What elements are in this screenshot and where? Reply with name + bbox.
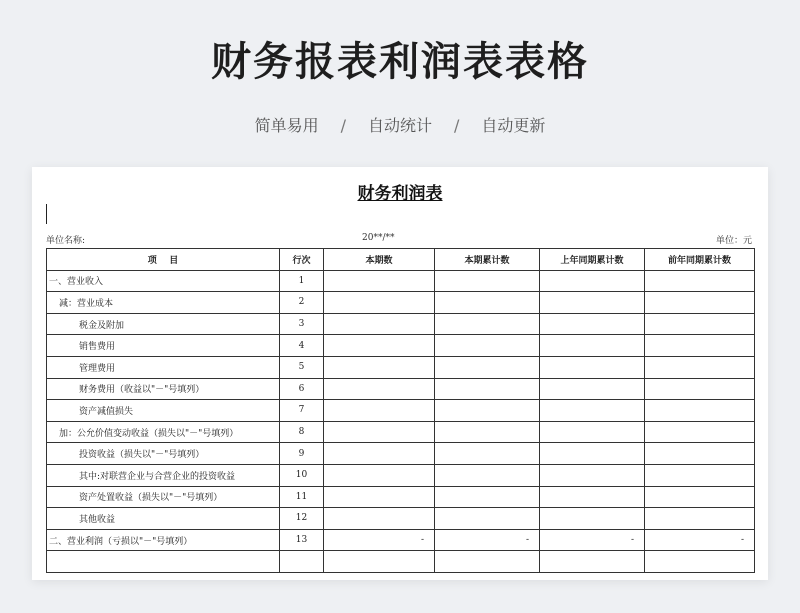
table-row	[47, 270, 755, 292]
prior-year-cumulative-cell[interactable]	[645, 335, 755, 357]
row-line-number-cell[interactable]: 5	[280, 356, 324, 378]
table-header-row	[47, 249, 755, 271]
column-header-current-cumulative: 本期累计数	[435, 249, 540, 271]
current-cumulative-cell[interactable]	[435, 443, 540, 465]
spreadsheet-preview	[32, 167, 768, 580]
prior-year-cumulative-cell[interactable]	[645, 508, 755, 530]
table-row	[47, 292, 755, 314]
last-year-cumulative-cell[interactable]	[540, 335, 645, 357]
row-item-cell[interactable]: 一、营业收入	[47, 270, 280, 292]
current-cumulative-cell[interactable]: -	[435, 529, 540, 551]
last-year-cumulative-cell[interactable]	[540, 486, 645, 508]
prior-year-cumulative-cell[interactable]	[645, 486, 755, 508]
table-row	[47, 378, 755, 400]
last-year-cumulative-cell[interactable]: -	[540, 529, 645, 551]
sheet-title: 财务利润表	[357, 184, 443, 204]
column-header-line-no: 行次	[280, 249, 324, 271]
table-row	[47, 356, 755, 378]
current-cumulative-cell[interactable]	[435, 464, 540, 486]
prior-year-cumulative-cell[interactable]	[645, 356, 755, 378]
row-line-number-cell[interactable]	[280, 551, 324, 573]
current-cumulative-cell[interactable]	[435, 270, 540, 292]
row-item-cell[interactable]: 管理费用	[47, 356, 280, 378]
table-row	[47, 400, 755, 422]
column-header-item: 项 目	[47, 249, 280, 271]
current-cumulative-cell[interactable]	[435, 356, 540, 378]
last-year-cumulative-cell[interactable]	[540, 508, 645, 530]
row-item-cell[interactable]: 其他收益	[47, 508, 280, 530]
last-year-cumulative-cell[interactable]	[540, 400, 645, 422]
period-label: 20**/**	[362, 233, 395, 243]
row-item-cell[interactable]: 加：公允价值变动收益（损失以"－"号填列）	[47, 421, 280, 443]
table-row	[47, 443, 755, 465]
table-row	[47, 335, 755, 357]
currency-unit-label: 单位：元	[715, 236, 752, 246]
current-period-cell[interactable]	[324, 400, 435, 422]
current-period-cell[interactable]	[324, 486, 435, 508]
prior-year-cumulative-cell[interactable]: -	[645, 529, 755, 551]
column-header-prior-year-cumulative: 前年同期累计数	[645, 249, 755, 271]
prior-year-cumulative-cell[interactable]	[645, 270, 755, 292]
row-item-cell[interactable]: 减：营业成本	[47, 292, 280, 314]
prior-year-cumulative-cell[interactable]	[645, 464, 755, 486]
prior-year-cumulative-cell[interactable]	[645, 378, 755, 400]
row-line-number-cell[interactable]: 4	[280, 335, 324, 357]
page-title: 财务报表利润表表格	[211, 39, 589, 85]
last-year-cumulative-cell[interactable]	[540, 464, 645, 486]
current-period-cell[interactable]	[324, 464, 435, 486]
current-cumulative-cell[interactable]	[435, 486, 540, 508]
column-header-current-period: 本期数	[324, 249, 435, 271]
prior-year-cumulative-cell[interactable]	[645, 313, 755, 335]
row-line-number-cell[interactable]: 8	[280, 421, 324, 443]
text-cursor	[46, 204, 47, 224]
current-period-cell[interactable]	[324, 378, 435, 400]
feature-tags	[0, 113, 800, 136]
current-cumulative-cell[interactable]	[435, 292, 540, 314]
current-period-cell[interactable]	[324, 335, 435, 357]
tag-auto-statistics: 自动统计	[367, 116, 432, 135]
last-year-cumulative-cell[interactable]	[540, 270, 645, 292]
row-line-number-cell[interactable]: 12	[280, 508, 324, 530]
row-item-cell[interactable]: 财务费用（收益以"－"号填列）	[47, 378, 280, 400]
row-line-number-cell[interactable]: 7	[280, 400, 324, 422]
last-year-cumulative-cell[interactable]	[540, 292, 645, 314]
table-row	[47, 508, 755, 530]
prior-year-cumulative-cell[interactable]	[645, 400, 755, 422]
last-year-cumulative-cell[interactable]	[540, 313, 645, 335]
current-period-cell[interactable]	[324, 292, 435, 314]
last-year-cumulative-cell[interactable]	[540, 443, 645, 465]
table-row	[47, 313, 755, 335]
row-item-cell[interactable]: 资产处置收益（损失以"－"号填列）	[47, 486, 280, 508]
current-period-cell[interactable]	[324, 551, 435, 573]
table-row	[47, 421, 755, 443]
row-line-number-cell[interactable]: 6	[280, 378, 324, 400]
prior-year-cumulative-cell[interactable]	[645, 551, 755, 573]
row-line-number-cell[interactable]: 10	[280, 464, 324, 486]
table-row	[47, 551, 755, 573]
current-period-cell[interactable]	[324, 313, 435, 335]
last-year-cumulative-cell[interactable]	[540, 551, 645, 573]
row-item-cell[interactable]: 税金及附加	[47, 313, 280, 335]
table-row	[47, 529, 755, 551]
row-line-number-cell[interactable]: 11	[280, 486, 324, 508]
current-cumulative-cell[interactable]	[435, 508, 540, 530]
row-line-number-cell[interactable]: 1	[280, 270, 324, 292]
tag-easy-to-use: 简单易用	[254, 116, 319, 135]
current-period-cell[interactable]	[324, 421, 435, 443]
table-row	[47, 486, 755, 508]
tag-separator: /	[340, 116, 346, 135]
current-cumulative-cell[interactable]	[435, 421, 540, 443]
current-cumulative-cell[interactable]	[435, 551, 540, 573]
row-item-cell[interactable]: 销售费用	[47, 335, 280, 357]
current-period-cell[interactable]	[324, 443, 435, 465]
tag-auto-update: 自动更新	[481, 116, 546, 135]
row-line-number-cell[interactable]: 2	[280, 292, 324, 314]
last-year-cumulative-cell[interactable]	[540, 421, 645, 443]
current-cumulative-cell[interactable]	[435, 313, 540, 335]
row-item-cell[interactable]: 其中:对联营企业与合营企业的投资收益	[47, 464, 280, 486]
row-item-cell[interactable]: 资产减值损失	[47, 400, 280, 422]
unit-name-label: 单位名称:	[46, 236, 86, 246]
prior-year-cumulative-cell[interactable]	[645, 421, 755, 443]
last-year-cumulative-cell[interactable]	[540, 378, 645, 400]
table-row	[47, 464, 755, 486]
current-cumulative-cell[interactable]	[435, 400, 540, 422]
current-period-cell[interactable]: -	[324, 529, 435, 551]
current-cumulative-cell[interactable]	[435, 335, 540, 357]
row-item-cell[interactable]	[47, 551, 280, 573]
income-statement-table	[46, 248, 755, 573]
current-period-cell[interactable]	[324, 356, 435, 378]
row-item-cell[interactable]: 投资收益（损失以"－"号填列）	[47, 443, 280, 465]
row-line-number-cell[interactable]: 9	[280, 443, 324, 465]
last-year-cumulative-cell[interactable]	[540, 356, 645, 378]
tag-separator: /	[454, 116, 460, 135]
row-item-cell[interactable]: 二、营业利润（亏损以"－"号填列）	[47, 529, 280, 551]
current-period-cell[interactable]	[324, 270, 435, 292]
row-line-number-cell[interactable]: 3	[280, 313, 324, 335]
column-header-last-year-cumulative: 上年同期累计数	[540, 249, 645, 271]
current-period-cell[interactable]	[324, 508, 435, 530]
prior-year-cumulative-cell[interactable]	[645, 292, 755, 314]
prior-year-cumulative-cell[interactable]	[645, 443, 755, 465]
row-line-number-cell[interactable]: 13	[280, 529, 324, 551]
current-cumulative-cell[interactable]	[435, 378, 540, 400]
